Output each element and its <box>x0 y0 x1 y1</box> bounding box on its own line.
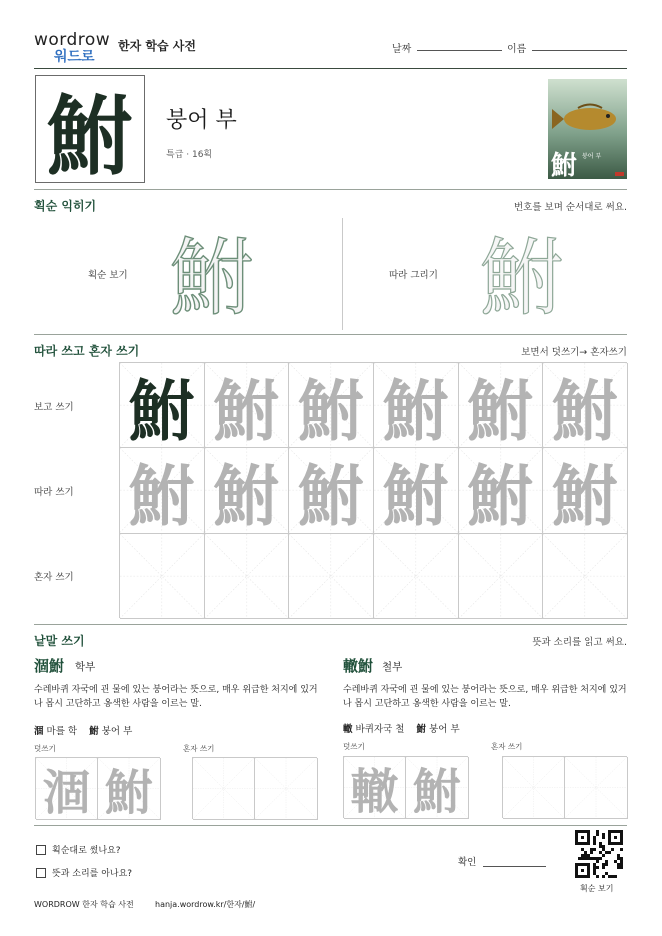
vocab-definition-1: 수레바퀴 자국에 괸 물에 있는 붕어라는 뜻으로, 매우 위급한 처지에 있거나 몹시 고단하고 옹색한 사람을 이르는 말. <box>34 685 318 709</box>
check1-checkbox[interactable] <box>36 845 46 855</box>
main-character: 鮒 <box>47 86 133 187</box>
check2-label: 뜻과 소리를 아나요? <box>52 869 133 879</box>
vocab-section-title: 낱말 쓰기 <box>34 634 85 648</box>
vocab-section-hint: 뜻과 소리를 읽고 써요. <box>532 637 627 648</box>
stroke-trace-glyph[interactable]: 鮒 <box>479 228 564 327</box>
vocab-trace-cells-1[interactable] <box>35 757 160 819</box>
practice-cell-view[interactable] <box>374 363 459 448</box>
date-field[interactable] <box>417 50 502 51</box>
practice-cell-alone[interactable] <box>374 534 459 619</box>
main-character-box <box>35 75 145 187</box>
practice-cell-trace[interactable] <box>459 448 544 533</box>
practice-cell-view <box>120 363 205 448</box>
wordrow-logo <box>34 30 114 70</box>
vocab-practice-cell[interactable] <box>193 758 255 820</box>
qr-code-icon[interactable] <box>575 830 623 878</box>
gloss-text: 마를 학 <box>46 726 78 737</box>
confirm-label: 확인 <box>458 857 477 868</box>
vocab-trace-cells-2[interactable] <box>343 756 468 818</box>
vocab-practice-cell[interactable] <box>255 758 318 820</box>
practice-cell-alone[interactable] <box>289 534 374 619</box>
thumbnail-character: 鮒 <box>551 151 578 179</box>
stroke-section-hint: 번호를 보며 순서대로 써요. <box>513 202 627 213</box>
practice-cell-view[interactable] <box>459 363 544 448</box>
vocab-alone-label-1: 혼자 쓰기 <box>183 744 215 753</box>
stroke-section-divider <box>342 218 343 330</box>
practice-glyph: 鮒 <box>382 457 449 534</box>
gloss-text: 붕어 부 <box>101 726 133 737</box>
practice-bottom-divider <box>34 624 627 625</box>
row-label-view: 보고 쓰기 <box>34 402 74 413</box>
practice-cell-trace[interactable] <box>374 448 459 533</box>
check1-label: 획순대로 썼나요? <box>52 846 121 856</box>
practice-glyph: 鮒 <box>467 371 534 449</box>
row-label-alone: 혼자 쓰기 <box>34 572 74 583</box>
logo-wordmark: wordrow <box>34 30 111 50</box>
vocab-trace-glyph: 涸 <box>42 765 91 820</box>
practice-section-title: 따라 쓰고 혼자 쓰기 <box>34 344 140 358</box>
carp-fish-icon <box>548 87 627 147</box>
stroke-view-label: 획순 보기 <box>88 270 128 281</box>
stroke-section-title: 획순 익히기 <box>34 199 97 213</box>
vocab-gloss-2 <box>343 721 460 735</box>
practice-cell-trace[interactable] <box>543 448 628 533</box>
vocab-word-1: 涸鮒 <box>34 657 65 675</box>
practice-glyph: 鮒 <box>298 371 365 449</box>
vocab-trace-label-1: 덧쓰기 <box>34 744 56 753</box>
practice-cell-alone[interactable] <box>120 534 205 619</box>
vocab-reading-1: 학부 <box>75 661 96 673</box>
practice-glyph: 鮒 <box>552 371 619 449</box>
thumbnail-badge <box>615 172 624 176</box>
vocab-practice-cell[interactable] <box>406 757 469 819</box>
practice-glyph: 鮒 <box>213 457 280 534</box>
check2-checkbox[interactable] <box>36 868 46 878</box>
character-reading: 붕어 부 <box>166 108 237 133</box>
qr-caption: 획순 보기 <box>580 884 614 893</box>
vocab-gloss-1 <box>34 723 132 737</box>
vocab-alone-cells-1[interactable] <box>192 757 317 819</box>
date-label: 날짜 <box>392 44 412 55</box>
vocab-trace-glyph: 鮒 <box>412 764 461 819</box>
practice-glyph: 鮒 <box>298 457 365 534</box>
practice-glyph: 鮒 <box>128 371 195 449</box>
stroke-view-glyph: 鮒 <box>169 228 254 327</box>
gloss-char: 涸 <box>34 726 44 737</box>
practice-glyph: 鮒 <box>552 457 619 534</box>
vocab-trace-glyph: 鮒 <box>104 765 153 820</box>
footer-brand: WORDROW 한자 학습 사전 <box>34 900 134 909</box>
entry-divider <box>34 189 627 190</box>
practice-cell-trace[interactable] <box>205 448 290 533</box>
vocab-definition-2: 수레바퀴 자국에 괸 물에 있는 붕어라는 뜻으로, 매우 위급한 처지에 있거나 몹시 고단하고 옹색한 사람을 이르는 말. <box>343 685 627 709</box>
gloss-text: 바퀴자국 철 <box>355 724 405 735</box>
doc-title: 한자 학습 사전 <box>118 39 196 53</box>
vocab-alone-label-2: 혼자 쓰기 <box>491 742 523 751</box>
row-label-trace: 따라 쓰기 <box>34 487 74 498</box>
thumbnail-reading: 붕어 부 <box>582 153 602 160</box>
practice-cell-view[interactable] <box>289 363 374 448</box>
logo-korean: 워드로 <box>54 49 95 65</box>
practice-glyph: 鮒 <box>213 371 280 449</box>
practice-glyph: 鮒 <box>128 457 195 534</box>
stroke-trace-label: 따라 그리기 <box>389 270 438 281</box>
gloss-char: 鮒 <box>416 724 427 735</box>
gloss-char: 轍 <box>343 724 353 735</box>
vocab-practice-cell[interactable] <box>503 757 565 819</box>
practice-cell-alone[interactable] <box>459 534 544 619</box>
practice-cell-view[interactable] <box>543 363 628 448</box>
practice-cell-trace[interactable] <box>289 448 374 533</box>
vocab-practice-cell[interactable] <box>36 758 98 820</box>
practice-grid <box>119 362 627 618</box>
practice-glyph: 鮒 <box>382 371 449 449</box>
vocab-trace-glyph: 轍 <box>350 764 399 819</box>
practice-cell-alone[interactable] <box>543 534 628 619</box>
footer-url[interactable]: hanja.wordrow.kr/한자/鮒/ <box>155 900 256 909</box>
vocab-reading-2: 철부 <box>382 661 403 673</box>
practice-cell-view[interactable] <box>205 363 290 448</box>
practice-glyph: 鮒 <box>467 457 534 534</box>
character-meta: 특급 · 16획 <box>166 150 213 160</box>
vocab-practice-cell[interactable] <box>565 757 628 819</box>
practice-cell-alone[interactable] <box>205 534 290 619</box>
practice-section-hint: 보면서 덧쓰기→ 혼자쓰기 <box>521 347 627 358</box>
qr-code-graphic <box>575 830 623 878</box>
vocab-word-2: 轍鮒 <box>343 657 374 675</box>
vocab-practice-cell[interactable] <box>344 757 406 819</box>
vocab-bottom-divider <box>34 825 627 826</box>
gloss-text: 붕어 부 <box>429 724 460 735</box>
stroke-bottom-divider <box>34 334 627 335</box>
vocab-alone-cells-2[interactable] <box>502 756 627 818</box>
book-cover-thumbnail <box>548 79 627 179</box>
vocab-practice-cell[interactable] <box>98 758 161 820</box>
confirm-field[interactable] <box>483 866 546 867</box>
gloss-char: 鮒 <box>89 726 99 737</box>
vocab-trace-label-2: 덧쓰기 <box>343 742 365 751</box>
practice-cell-trace[interactable] <box>120 448 205 533</box>
name-label: 이름 <box>507 44 527 55</box>
name-field[interactable] <box>532 50 627 51</box>
